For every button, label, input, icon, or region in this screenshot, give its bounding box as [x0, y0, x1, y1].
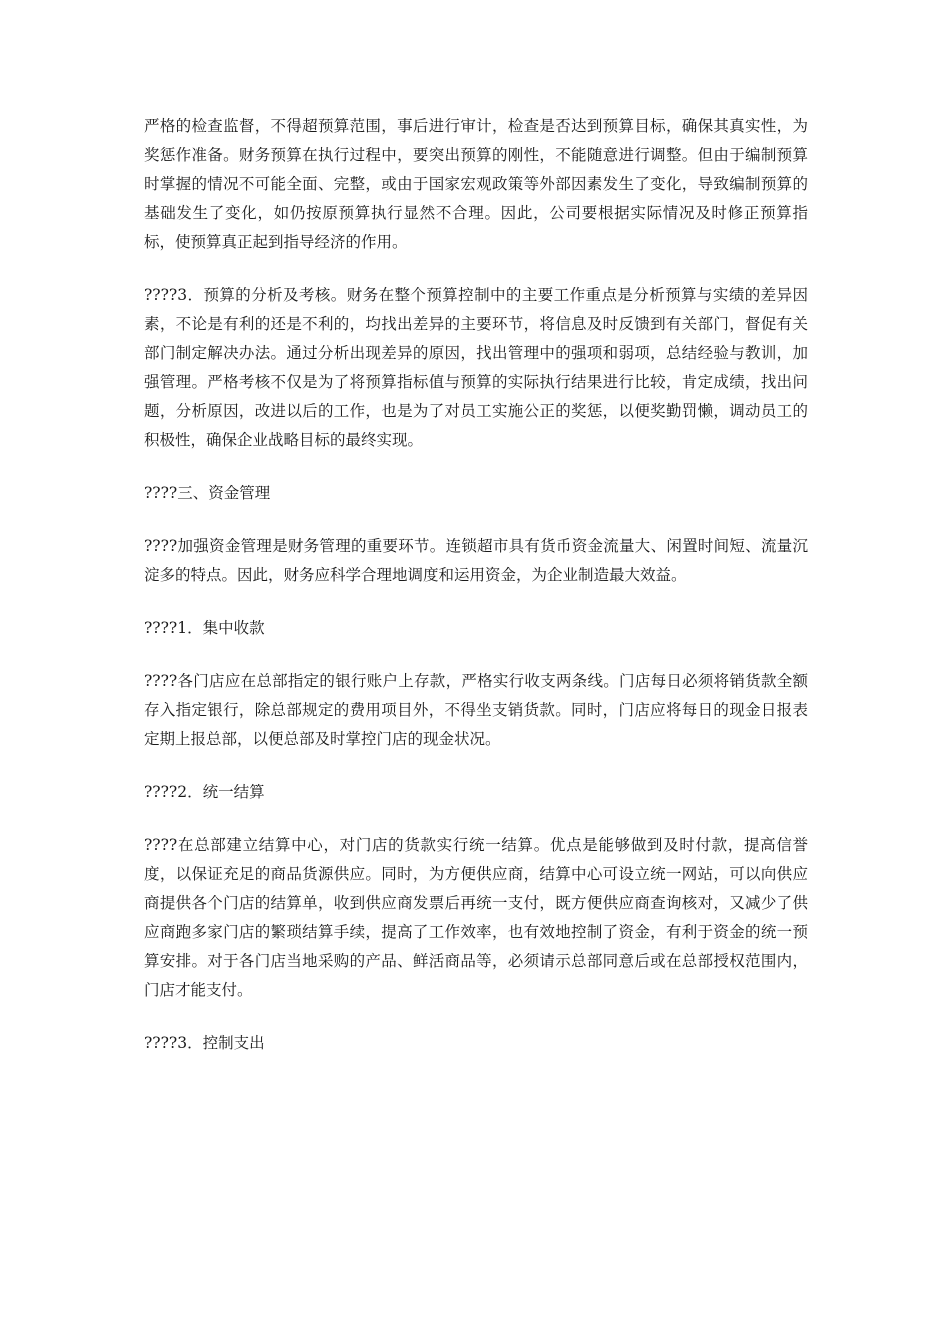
- paragraph-unified-settlement: ????在总部建立结算中心，对门店的货款实行统一结算。优点是能够做到及时付款，提高信誉度，以保证充足的商品货源供应。同时，为方便供应商，结算中心可设立统一网站，可以向供应商提供各个门店的结算单，收到供应商发票后再统一支付，既方便供应商查询核对，又减少了供应商跑多家门店的繁琐结算手续，提高了工作效率，也有效地控制了资金，有利于资金的统一预算安排。对于各门店当地采购的产品、鲜活商品等，必须请示总部同意后或在总部授权范围内，门店才能支付。: [144, 836, 808, 999]
- section-heading-fund-management: ????三、资金管理: [144, 484, 271, 502]
- subheading-centralized-collection: ????1．集中收款: [144, 619, 265, 637]
- subheading-control-expenditure: ????3．控制支出: [144, 1034, 265, 1052]
- paragraph-budget-supervision: 严格的检查监督，不得超预算范围，事后进行审计，检查是否达到预算目标，确保其真实性，为奖惩作准备。财务预算在执行过程中，要突出预算的刚性，不能随意进行调整。但由于编制预算时掌握的情况不可能全面、完整，或由于国家宏观政策等外部因素发生了变化，导致编制预算的基础发生了变化，如仍按原预算执行显然不合理。因此，公司要根据实际情况及时修正预算指标，使预算真正起到指导经济的作用。: [144, 117, 808, 251]
- paragraph-centralized-collection: ????各门店应在总部指定的银行账户上存款，严格实行收支两条线。门店每日必须将销货款全额存入指定银行，除总部规定的费用项目外，不得坐支销货款。同时，门店应将每日的现金日报表定期上报总部，以便总部及时掌控门店的现金状况。: [144, 672, 808, 748]
- subheading-unified-settlement: ????2．统一结算: [144, 783, 265, 801]
- paragraph-budget-analysis: ????3．预算的分析及考核。财务在整个预算控制中的主要工作重点是分析预算与实绩的差异因素，不论是有利的还是不利的，均找出差异的主要环节，将信息及时反馈到有关部门，督促有关部门制定解决办法。通过分析出现差异的原因，找出管理中的强项和弱项，总结经验与教训，加强管理。严格考核不仅是为了将预算指标值与预算的实际执行结果进行比较，肯定成绩，找出问题，分析原因，改进以后的工作，也是为了对员工实施公正的奖惩，以便奖勤罚懒，调动员工的积极性，确保企业战略目标的最终实现。: [144, 286, 808, 449]
- paragraph-fund-management-intro: ????加强资金管理是财务管理的重要环节。连锁超市具有货币资金流量大、闲置时间短、流量沉淀多的特点。因此，财务应科学合理地调度和运用资金，为企业制造最大效益。: [144, 537, 808, 584]
- document-body: [144, 112, 808, 1082]
